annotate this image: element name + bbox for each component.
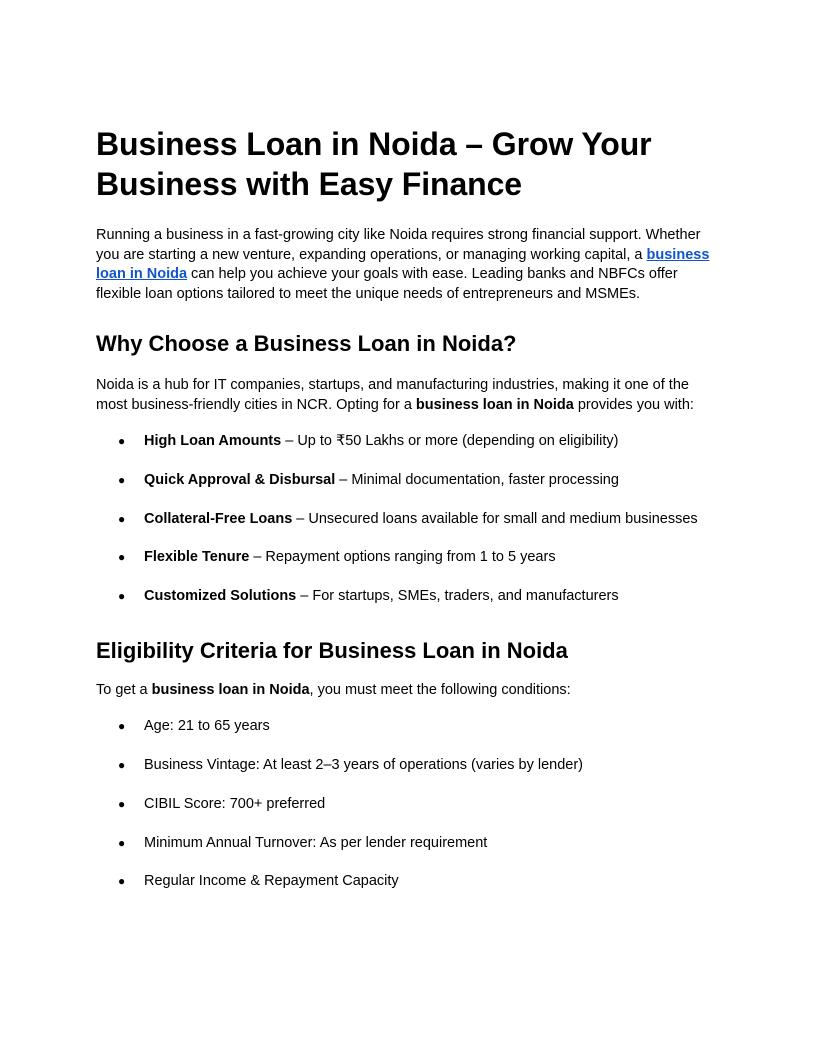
benefit-title: Flexible Tenure — [144, 549, 250, 566]
why-choose-heading: Why Choose a Business Loan in Noida? — [96, 331, 517, 356]
criteria-text: Minimum Annual Turnover: As per lender requirement — [144, 834, 488, 851]
list-item — [96, 872, 720, 892]
benefit-description: – Repayment options ranging from 1 to 5 years — [249, 549, 556, 566]
bullet-icon: ● — [118, 874, 126, 889]
eligibility-list — [96, 717, 720, 892]
list-item — [96, 756, 720, 776]
why-para-bold: business loan in Noida — [415, 396, 574, 413]
why-para-text-end: provides you with: — [573, 396, 694, 413]
criteria-text: CIBIL Score: 700+ preferred — [144, 795, 326, 812]
list-item — [96, 795, 720, 815]
eligibility-paragraph — [96, 681, 720, 701]
bullet-icon: ● — [118, 472, 126, 487]
list-item — [96, 471, 720, 491]
benefits-list — [96, 432, 720, 607]
benefit-title: Collateral-Free Loans — [144, 510, 293, 527]
criteria-text: Regular Income & Repayment Capacity — [144, 873, 399, 890]
benefit-title: Customized Solutions — [144, 588, 297, 605]
bullet-icon: ● — [118, 757, 126, 772]
benefit-description: – For startups, SMEs, traders, and manufacturers — [296, 588, 619, 605]
intro-text-after-link: can help you achieve your goals with ease. Leading banks and NBFCs offer flexible loan options tailored to meet the unique needs of entrepreneurs and MSMEs. — [96, 266, 678, 302]
benefit-description: – Minimal documentation, faster processing — [335, 471, 619, 488]
elig-para-text-end: , you must meet the following conditions: — [309, 681, 571, 698]
elig-para-text: To get a — [96, 681, 152, 698]
why-para-text: Noida is a hub for IT companies, startups, and manufacturing industries, making it one of the most business-friendly cities in NCR. Opting for a — [96, 377, 689, 413]
list-item — [96, 548, 720, 568]
bullet-icon: ● — [118, 796, 126, 811]
list-item — [96, 717, 720, 737]
intro-text-before-link: Running a business in a fast-growing city like Noida requires strong financial support. Whether you are starting a new venture, expanding operations, or managing working capital, a — [96, 227, 701, 263]
bullet-icon: ● — [118, 511, 126, 526]
elig-para-bold: business loan in Noida — [151, 681, 310, 698]
benefit-title: Quick Approval & Disbursal — [144, 471, 336, 488]
bullet-icon: ● — [118, 835, 126, 850]
benefit-title: High Loan Amounts — [144, 433, 282, 449]
list-item — [96, 834, 720, 854]
benefit-description: – Up to ₹50 Lakhs or more (depending on eligibility) — [281, 433, 619, 449]
list-item — [96, 587, 720, 607]
document-page — [96, 124, 720, 892]
page-title: Business Loan in Noida – Grow Your Business with Easy Finance — [96, 126, 652, 202]
bullet-icon: ● — [118, 434, 126, 448]
criteria-text: Business Vintage: At least 2–3 years of operations (varies by lender) — [144, 756, 584, 773]
list-item — [96, 510, 720, 530]
intro-paragraph — [96, 226, 720, 304]
why-choose-paragraph — [96, 376, 720, 415]
eligibility-heading: Eligibility Criteria for Business Loan in Noida — [96, 637, 568, 663]
list-item — [96, 432, 720, 452]
bullet-icon: ● — [118, 550, 126, 565]
business-loan-link[interactable]: business loan in Noida — [96, 246, 710, 282]
benefit-description: – Unsecured loans available for small and medium businesses — [292, 510, 698, 527]
bullet-icon: ● — [118, 589, 126, 604]
criteria-text: Age: 21 to 65 years — [144, 718, 270, 735]
bullet-icon: ● — [118, 719, 126, 734]
